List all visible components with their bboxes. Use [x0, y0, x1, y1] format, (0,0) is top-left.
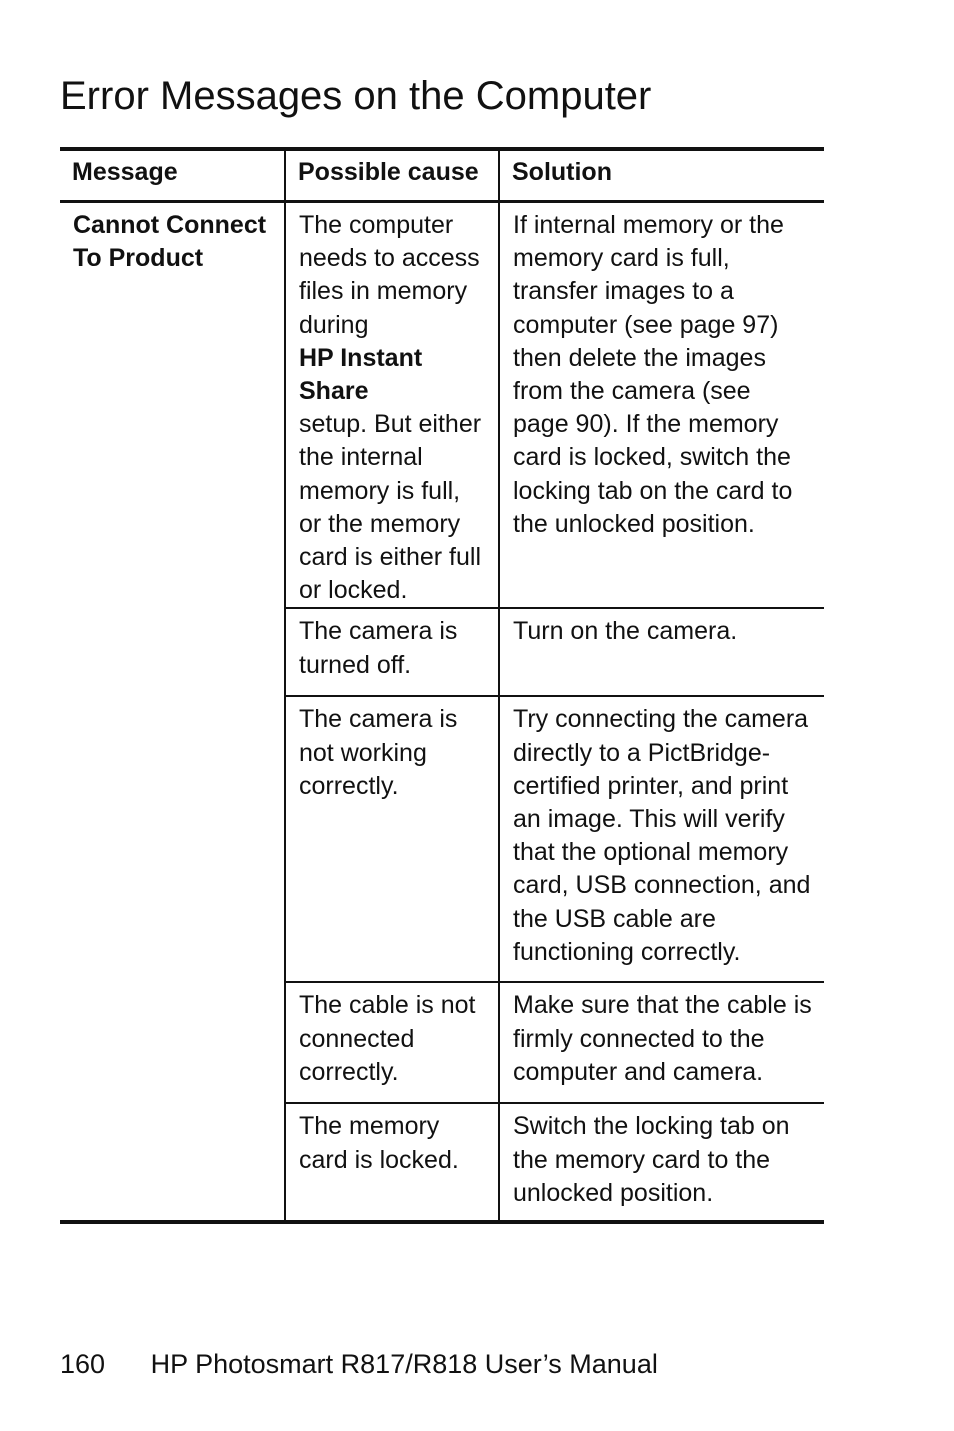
page-number: 160 — [60, 1349, 106, 1379]
header-possible-cause: Possible cause — [285, 149, 499, 202]
table-row — [60, 202, 824, 609]
solution-cell: Switch the locking tab on the memory card to the unlocked position. — [499, 1103, 824, 1222]
cause-text: The computer needs to access files in memory during — [299, 211, 480, 339]
solution-cell: Try connecting the camera directly to a PictBridge-certified printer, and print an image. This will verify that the optional memory card, USB connection, and the USB cable are functioning correctly. — [499, 696, 824, 982]
page-title: Error Messages on the Computer — [60, 74, 652, 118]
error-messages-table — [60, 147, 824, 1224]
cause-cell — [285, 202, 499, 609]
cause-product-name: HP Instant Share — [299, 343, 423, 406]
manual-title: HP Photosmart R817/R818 User’s Manual — [150, 1349, 658, 1379]
cause-cell: The cable is not connected correctly. — [285, 982, 499, 1103]
message-cell: Cannot Connect To Product — [60, 202, 285, 1223]
cause-cell: The camera is turned off. — [285, 608, 499, 696]
solution-cell: Make sure that the cable is firmly connected to the computer and camera. — [499, 982, 824, 1103]
page-footer — [60, 1349, 658, 1380]
header-solution: Solution — [499, 149, 824, 202]
cause-text: setup. But either the internal memory is full, or the memory card is either full or locked. — [299, 410, 482, 605]
solution-cell: Turn on the camera. — [499, 608, 824, 696]
cause-cell: The memory card is locked. — [285, 1103, 499, 1222]
header-message: Message — [72, 158, 178, 186]
cause-cell: The camera is not working correctly. — [285, 696, 499, 982]
solution-cell: If internal memory or the memory card is full, transfer images to a computer (see page 97) then delete the images from the camera (see page 90). If the memory card is locked, switch the locking tab on the card to the unlocked position. — [499, 202, 824, 609]
table-header-row — [60, 149, 824, 202]
